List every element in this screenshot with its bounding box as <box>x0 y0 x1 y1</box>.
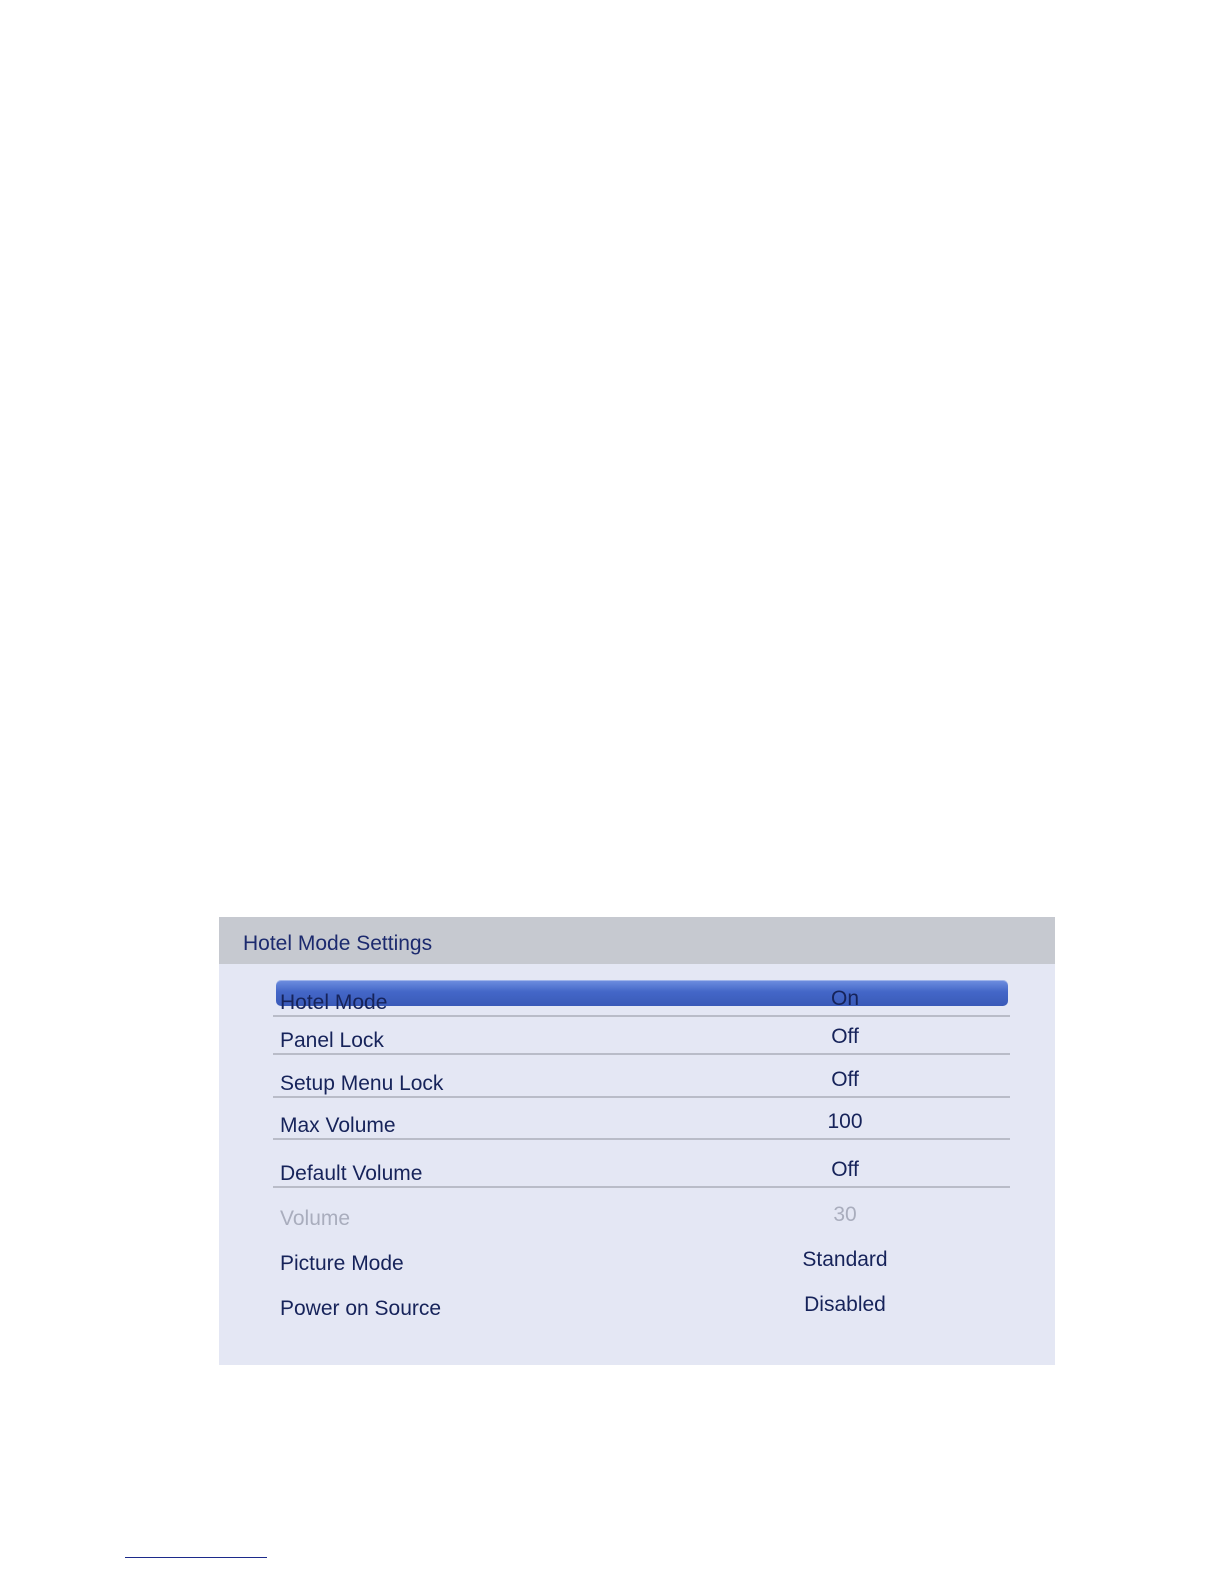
menu-item-label: Setup Menu Lock <box>280 1072 444 1095</box>
menu-item-label: Picture Mode <box>280 1252 404 1275</box>
menu-item-value: Standard <box>802 1248 888 1271</box>
menu-item-value: 30 <box>833 1203 857 1226</box>
menu-item-default-volume[interactable] <box>273 1148 1010 1188</box>
menu-item-label: Default Volume <box>280 1162 423 1185</box>
menu-item-max-volume[interactable] <box>273 1100 1010 1140</box>
panel-header <box>219 917 1055 964</box>
menu-item-label: Volume <box>280 1207 351 1230</box>
hotel-mode-settings-panel <box>219 917 1055 1365</box>
menu-item-label: Power on Source <box>280 1297 442 1320</box>
menu-item-value: Disabled <box>804 1293 886 1316</box>
menu-item-label: Hotel Mode <box>280 991 388 1014</box>
menu-item-value: Off <box>831 1068 859 1091</box>
panel-title: Hotel Mode Settings <box>243 932 433 955</box>
menu-item-hotel-mode[interactable] <box>273 977 1010 1017</box>
menu-item-value: 100 <box>827 1110 863 1133</box>
menu-item-picture-mode[interactable] <box>273 1238 1010 1278</box>
footnote-separator <box>125 1557 267 1558</box>
menu-item-volume <box>273 1193 1010 1233</box>
menu-item-panel-lock[interactable] <box>273 1015 1010 1055</box>
menu-item-setup-menu-lock[interactable] <box>273 1058 1010 1098</box>
menu-item-label: Panel Lock <box>280 1029 384 1052</box>
menu-item-value: Off <box>831 1025 859 1048</box>
menu-item-power-on-source[interactable] <box>273 1283 1010 1323</box>
menu-item-label: Max Volume <box>280 1114 396 1137</box>
menu-item-value: Off <box>831 1158 859 1181</box>
menu-item-value: On <box>830 987 859 1010</box>
